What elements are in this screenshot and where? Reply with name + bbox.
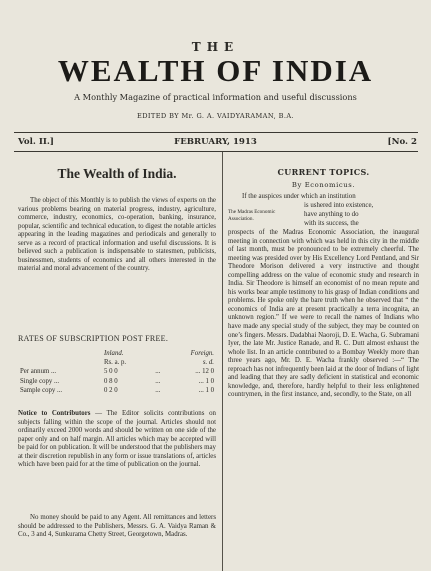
remittance-paragraph: No money should be paid to any Agent. All remittances and letters should be addressed to the Publishers, Messrs. G. A. Vaidya Raman & Co., 3 and 4, Sunkurama Chetty Street, Georgetown, Madras. bbox=[18, 514, 216, 539]
opening-line-3: have anything to do bbox=[304, 211, 359, 218]
table-row bbox=[18, 377, 216, 386]
article-title: The Wealth of India. bbox=[57, 166, 177, 181]
current-topics-byline: By Economicus. bbox=[291, 181, 356, 189]
rate-inland: 0 2 0 bbox=[104, 386, 118, 394]
editor-line: EDITED BY Mr. G. A. VAIDYARAMAN, B.A. bbox=[137, 112, 294, 120]
rate-label: Single copy ... bbox=[20, 377, 60, 385]
current-topics-body: prospects of the Madras Economic Association, the inaugural meeting in connection with which was held in this city in the middle of last month, must be pronounced to be extremely cheerful. The meeting was presided over by His Excellency Lord Pentland, and Sir Theodore Morison delivered a very instructive and thought compelling address on the value of economic study and research in India. Sir Theodore is himself an economist of no mean repute and his works bear ample testimony to his grasp of Indian conditions and problems. He spoke only the bare truth when he observed that “ the economics of India are at present practically a terra incognita, an unknown region.” If we were to recall the names of Indians who have made any special study of the subject, they may be counted on one’s fingers. Messrs. Dadabhai Naoroji, D. E. Wacha, G. Subramani Iyer, the late Mr. Justice Ranade, and R. C. Dutt almost exhaust the whole list. In an article contributed to a Bombay Weekly more than three years ago, Mr. D. E. Wacha frankly observed :—“ The reproach has not infrequently been laid at the door of Indians of light and leading that they are sadly deficient in statistical and economic knowledge, and, therefore, hardly helpful to their less enlightened countrymen, in the first instance, and, secondly, to the State, on all bbox=[228, 229, 419, 399]
issue-number: [No. 2 bbox=[387, 137, 417, 147]
opening-line-2: is ushered into existence, bbox=[304, 202, 374, 209]
col-inland: Inland. bbox=[104, 350, 124, 358]
top-rule bbox=[14, 132, 418, 133]
rate-inland: 0 8 0 bbox=[104, 377, 118, 385]
rates-table bbox=[18, 349, 216, 395]
col-foreign: Foreign. bbox=[190, 350, 214, 358]
rate-dots: ... bbox=[155, 377, 161, 385]
intro-paragraph bbox=[18, 197, 216, 274]
rate-dots: ... bbox=[155, 368, 161, 376]
opening-line-4: with its success, the bbox=[304, 220, 359, 227]
masthead-pretitle: THE bbox=[191, 40, 240, 54]
rate-foreign: ... 12 0 bbox=[195, 368, 214, 376]
rate-label: Sample copy ... bbox=[20, 386, 63, 394]
bottom-rule bbox=[14, 151, 418, 152]
volume-label: Vol. II.] bbox=[18, 137, 54, 147]
side-note: The Madras Economic Association. bbox=[228, 209, 276, 222]
issue-date: FEBRUARY, 1913 bbox=[174, 137, 257, 147]
current-topics-title: CURRENT TOPICS. bbox=[277, 167, 370, 177]
notice-body: — The Editor solicits contributions on subjects falling within the scope of the journal. Articles should not ordinarily exceed 2000 words and should be written on one side of the paper only and on half margin. All articles which may be accepted will be paid for on publication. It will be understood that the publishers may at their discretion republish in any form or issue translations of, articles which have been paid for at the time of publication on the journal. bbox=[18, 410, 216, 469]
table-row bbox=[18, 367, 216, 376]
rate-foreign: ... 1 0 bbox=[198, 386, 214, 394]
table-row bbox=[18, 386, 216, 395]
units-foreign: s. d. bbox=[202, 359, 214, 367]
rate-foreign: ... 1 0 bbox=[198, 377, 214, 385]
units-inland: Rs. a. p. bbox=[104, 359, 127, 367]
rates-header-row bbox=[18, 349, 216, 358]
notice-paragraph bbox=[18, 410, 216, 470]
rates-units-row bbox=[18, 358, 216, 367]
column-divider bbox=[222, 152, 223, 571]
rate-label: Per annum ... bbox=[20, 368, 57, 376]
rate-inland: 5 0 0 bbox=[104, 368, 118, 376]
masthead-title: WEALTH OF INDIA bbox=[57, 53, 374, 88]
opening-line-1: If the auspices under which an institution bbox=[242, 193, 356, 200]
notice-heading: Notice to Contributors bbox=[18, 410, 91, 417]
masthead-subtitle: A Monthly Magazine of practical information and useful discussions bbox=[74, 92, 357, 102]
intro-text: The object of this Monthly is to publish the views of experts on the various problems bearing on material progress, industry, agriculture, commerce, industry, economics, co-operation, banking, insurance, popular, scientific and technical education, to digest the notable articles appearing in the leading magazines and periodicals and generally to serve as a record of practical information and useful discussions. It is believed such a publication is indispensable to statesmen, publicists, businessmen, students of economics and all others interested in the material and moral advancement of the country. bbox=[18, 197, 216, 273]
rate-dots: ... bbox=[155, 386, 161, 394]
rates-heading: RATES OF SUBSCRIPTION POST FREE. bbox=[18, 334, 169, 343]
